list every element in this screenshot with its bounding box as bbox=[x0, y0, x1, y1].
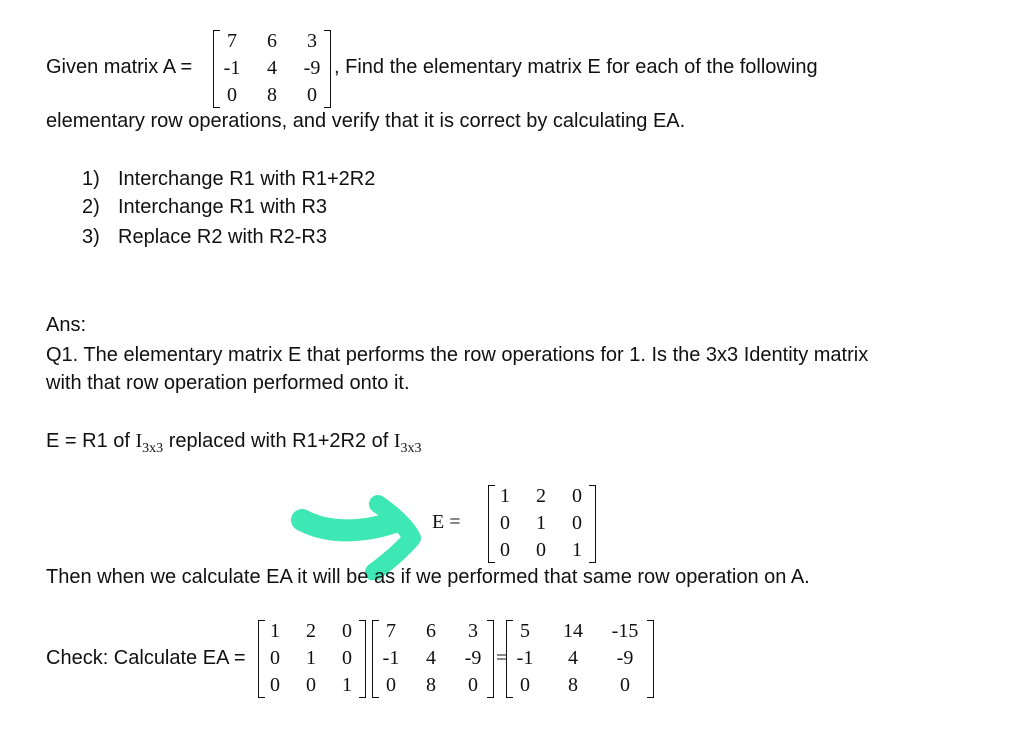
matrix-e bbox=[488, 485, 596, 563]
list-item bbox=[82, 226, 327, 249]
equals-sign: = bbox=[496, 647, 508, 669]
result-cell: 4 bbox=[568, 647, 578, 669]
result-cell: -15 bbox=[611, 620, 639, 642]
list-text: Interchange R1 with R3 bbox=[118, 196, 328, 218]
matrix-a bbox=[213, 30, 331, 108]
matrix-a-cell: 7 bbox=[227, 30, 237, 52]
e-definition bbox=[46, 430, 422, 456]
matrix-a-cell: -9 bbox=[303, 57, 321, 79]
identity-subscript: 3x3 bbox=[142, 441, 164, 456]
then-line: Then when we calculate EA it will be as if we performed that same row operation on A. bbox=[46, 566, 810, 588]
e-def-text-a: E = R1 of bbox=[46, 430, 136, 452]
check-a-cell: 7 bbox=[386, 620, 396, 642]
check-a-cell: 8 bbox=[426, 674, 436, 696]
question-line-2: elementary row operations, and verify that it is correct by calculating EA. bbox=[46, 110, 686, 132]
check-a-cell: -9 bbox=[464, 647, 482, 669]
result-cell: 0 bbox=[520, 674, 530, 696]
result-cell: 0 bbox=[620, 674, 630, 696]
list-item bbox=[82, 168, 375, 191]
check-e-cell: 0 bbox=[306, 674, 316, 696]
list-text: Interchange R1 with R1+2R2 bbox=[118, 168, 376, 190]
identity-i: I bbox=[135, 430, 143, 452]
matrix-e-cell: 1 bbox=[536, 512, 546, 534]
matrix-e-cell: 1 bbox=[572, 539, 582, 561]
result-cell: -1 bbox=[516, 647, 534, 669]
ans-label: Ans: bbox=[46, 314, 87, 336]
q1-line-1: Q1. The elementary matrix E that performs the row operations for 1. Is the 3x3 Identity matrix bbox=[46, 344, 869, 366]
check-e-cell: 0 bbox=[270, 647, 280, 669]
result-cell: 5 bbox=[520, 620, 530, 642]
check-e-cell: 1 bbox=[270, 620, 280, 642]
check-e-cell: 2 bbox=[306, 620, 316, 642]
check-e-cell: 0 bbox=[342, 620, 352, 642]
given-prefix: Given matrix A = bbox=[46, 56, 193, 78]
identity-i: I bbox=[393, 430, 401, 452]
check-a-cell: 0 bbox=[386, 674, 396, 696]
result-cell: -9 bbox=[616, 647, 634, 669]
result-matrix bbox=[506, 620, 654, 698]
matrix-e-cell: 1 bbox=[500, 485, 510, 507]
check-label: Check: Calculate EA = bbox=[46, 647, 246, 669]
e-label: E = bbox=[432, 511, 461, 533]
q1-line-2: with that row operation performed onto it. bbox=[46, 372, 410, 394]
list-number: 1) bbox=[82, 168, 100, 190]
list-item bbox=[82, 196, 327, 219]
result-cell: 8 bbox=[568, 674, 578, 696]
check-a-cell: 3 bbox=[468, 620, 478, 642]
matrix-e-cell: 2 bbox=[536, 485, 546, 507]
matrix-a-cell: 3 bbox=[307, 30, 317, 52]
check-a-cell: 0 bbox=[468, 674, 478, 696]
matrix-e-cell: 0 bbox=[536, 539, 546, 561]
list-number: 2) bbox=[82, 196, 100, 218]
check-e-cell: 1 bbox=[306, 647, 316, 669]
check-a-cell: 6 bbox=[426, 620, 436, 642]
matrix-a-cell: 0 bbox=[227, 84, 237, 106]
matrix-e-cell: 0 bbox=[572, 512, 582, 534]
matrix-a-cell: -1 bbox=[223, 57, 241, 79]
check-e-cell: 0 bbox=[270, 674, 280, 696]
matrix-a-cell: 8 bbox=[267, 84, 277, 106]
check-e-cell: 0 bbox=[342, 647, 352, 669]
result-right-bracket bbox=[647, 620, 654, 698]
matrix-e-cell: 0 bbox=[500, 539, 510, 561]
check-matrix-a bbox=[372, 620, 494, 698]
matrix-a-cell: 4 bbox=[267, 57, 277, 79]
identity-subscript: 3x3 bbox=[400, 441, 422, 456]
matrix-a-cell: 0 bbox=[307, 84, 317, 106]
list-text: Replace R2 with R2-R3 bbox=[118, 226, 327, 248]
check-a-right-bracket bbox=[487, 620, 494, 698]
check-a-cell: -1 bbox=[382, 647, 400, 669]
matrix-e-cell: 0 bbox=[572, 485, 582, 507]
check-matrix-e bbox=[258, 620, 366, 698]
list-number: 3) bbox=[82, 226, 100, 248]
given-suffix: , Find the elementary matrix E for each of the following bbox=[334, 56, 818, 78]
matrix-e-cell: 0 bbox=[500, 512, 510, 534]
e-def-text-b: replaced with R1+2R2 of bbox=[163, 430, 394, 452]
result-cell: 14 bbox=[563, 620, 583, 642]
check-a-cell: 4 bbox=[426, 647, 436, 669]
matrix-a-cell: 6 bbox=[267, 30, 277, 52]
check-e-cell: 1 bbox=[342, 674, 352, 696]
